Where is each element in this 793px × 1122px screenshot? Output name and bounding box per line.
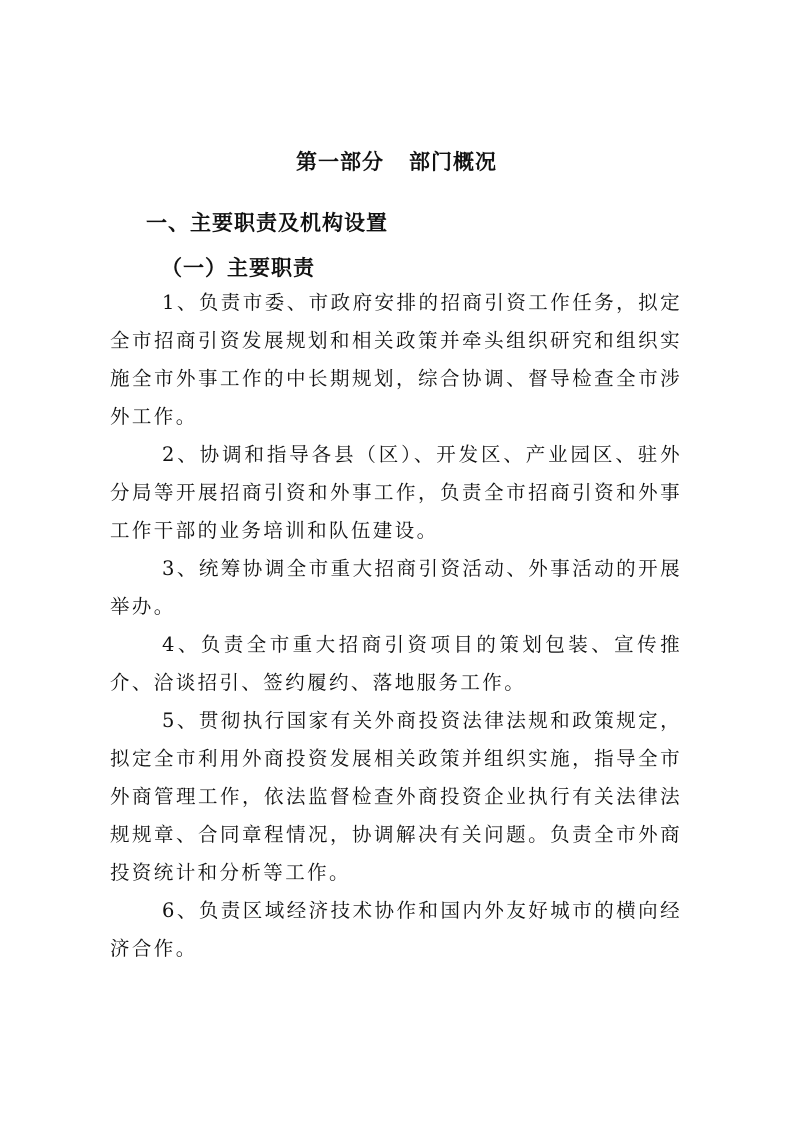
duty-paragraph-4: 4、负责全市重大招商引资项目的策划包装、宣传推介、洽谈招引、签约履约、落地服务工作。 <box>110 633 682 694</box>
duty-paragraph-2: 2、协调和指导各县（区）、开发区、产业园区、驻外分局等开展招商引资和外事工作，负责全市招商引资和外事工作干部的业务培训和队伍建设。 <box>110 443 682 542</box>
duty-paragraph-5: 5、贯彻执行国家有关外商投资法律法规和政策规定，拟定全市利用外商投资发展相关政策并组织实施，指导全市外商管理工作，依法监督检查外商投资企业执行有关法律法规规章、合同章程情况，协调解决有关问题。负责全市外商投资统计和分析等工作。 <box>110 709 682 884</box>
duty-paragraph-1: 1、负责市委、市政府安排的招商引资工作任务，拟定全市招商引资发展规划和相关政策并牵头组织研究和组织实施全市外事工作的中长期规划，综合协调、督导检查全市涉外工作。 <box>110 291 682 428</box>
section-heading: 一、主要职责及机构设置 <box>146 211 388 235</box>
duty-paragraph-3: 3、统筹协调全市重大招商引资活动、外事活动的开展举办。 <box>110 557 682 618</box>
subsection-heading: （一）主要职责 <box>161 256 315 280</box>
duties-list <box>110 284 682 968</box>
part-title: 第一部分 部门概况 <box>296 150 497 174</box>
duty-paragraph-6: 6、负责区域经济技术协作和国内外友好城市的横向经济合作。 <box>110 899 682 960</box>
